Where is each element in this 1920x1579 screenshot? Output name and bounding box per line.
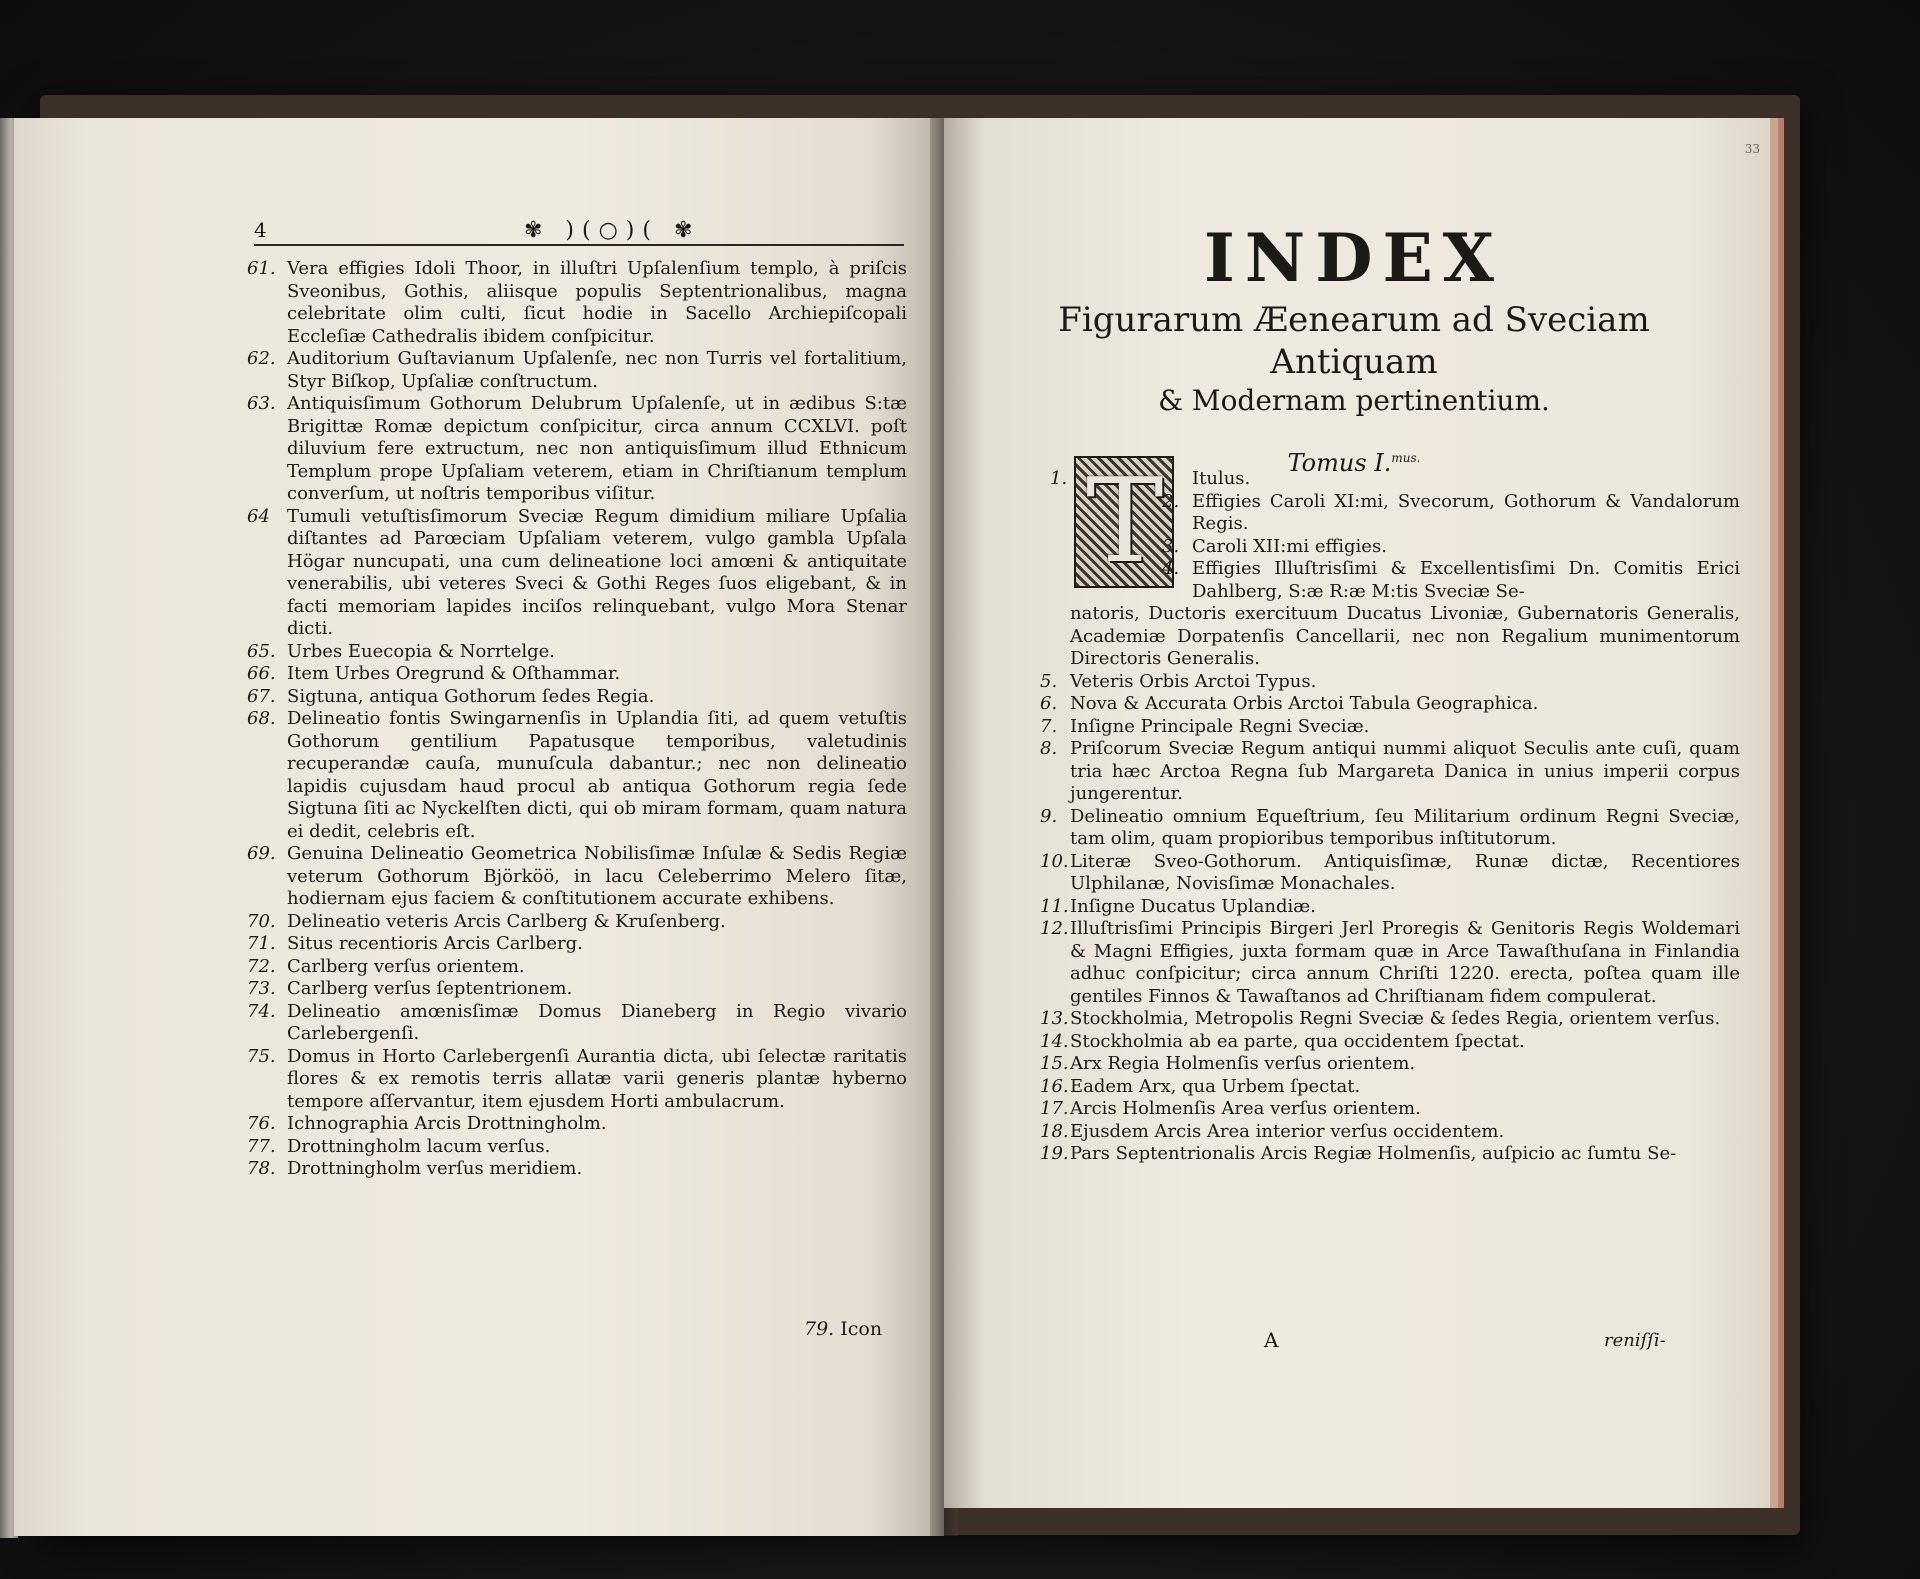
- entry-number: 11.: [1040, 895, 1069, 917]
- tomus-text: Tomus I.: [1287, 449, 1392, 477]
- entry-text: Literæ Sveo-Gothorum. Antiquisſimæ, Runæ dictæ, Recentiores Ulphilanæ, Novisſimæ Monachales.: [1070, 850, 1740, 894]
- entry-text: Sigtuna, antiqua Gothorum ſedes Regia.: [287, 685, 655, 707]
- index-entry: [1040, 491, 1740, 536]
- index-entry: [247, 506, 907, 641]
- entry-number: 18.: [1040, 1120, 1069, 1142]
- entry-text: Urbes Euecopia & Norrtelge.: [287, 640, 556, 662]
- index-entry: [247, 1001, 907, 1046]
- index-entry: [1040, 558, 1740, 603]
- index-entry: [247, 348, 907, 393]
- entry-number: 12.: [1040, 918, 1069, 939]
- entry-text: Nova & Accurata Orbis Arctoi Tabula Geographica.: [1070, 693, 1539, 714]
- entry-text: natoris, Ductoris exercituum Ducatus Livoniæ, Gubernatoris Generalis, Academiæ Dorpatenſis Cancellarii, nec non Regalium munimentorum Directoris Generalis.: [1070, 603, 1740, 669]
- entry-number: 77.: [247, 1135, 276, 1157]
- entry-text: Stockholmia, Metropolis Regni Sveciæ & ſedes Regia, orientem verſus.: [1070, 1008, 1721, 1029]
- entry-text: Tumuli vetuſtisſimorum Sveciæ Regum dimidium miliare Upſalia diſtantes ad Parœciam Upſaliam veterem, vulgo gambla Upſala Högar nuncupati, una cum delineatione loci amœni & antiquitate venerabilis, ubi veteres Sveci & Gothi Reges ſuos eligebant, & in facti memoriam lapides inciſos relinquebant, vulgo Mora Stenar dicti.: [287, 505, 907, 639]
- index-entry: [1040, 918, 1740, 1008]
- entry-text: Arcis Holmenſis Area verſus orientem.: [1070, 1098, 1421, 1119]
- index-entry: [247, 708, 907, 843]
- header-ornament: ✾ )(○)( ✾: [524, 218, 701, 243]
- entry-number: 2.: [1162, 490, 1180, 512]
- catchword-word: Icon: [840, 1318, 883, 1340]
- entry-text: Ichnographia Arcis Drottningholm.: [287, 1113, 607, 1134]
- entry-text: Auditorium Guſtavianum Upſalenſe, nec non Turris vel fortalitium, Styr Biſkop, Upſaliæ conſtructum.: [287, 348, 907, 392]
- index-entry: [247, 641, 907, 664]
- index-entry: [247, 933, 907, 956]
- first-entry-number: 1.: [1050, 468, 1068, 489]
- entry-text: Arx Regia Holmenſis verſus orientem.: [1070, 1053, 1416, 1074]
- entry-number: 73.: [247, 978, 276, 999]
- index-entry: [247, 956, 907, 979]
- entry-number: 71.: [247, 933, 276, 954]
- index-entry: [1040, 1143, 1740, 1166]
- entry-number: 70.: [247, 910, 276, 932]
- entry-number: 61.: [247, 258, 276, 279]
- entry-number: 65.: [247, 640, 276, 662]
- tomus-superscript: mus.: [1391, 451, 1421, 465]
- left-index-list: [247, 258, 907, 1181]
- entry-text: Effigies Caroli XI:mi, Svecorum, Gothorum & Vandalorum Regis.: [1192, 490, 1740, 534]
- entry-text: Delineatio fontis Swingarnenſis in Uplandia ſiti, ad quem vetuſtis Gothorum gentilium Papatusque temporibus, valetudinis recuperandæ cauſa, munuſcula dabantur.; nec non delineatio lapidis cujusdam haud procul ab antiqua Gothorum regia ſede Sigtuna ſiti ac Nyckelſten dicti, qui ob miram formam, quam natura ei dedit, celebris eſt.: [287, 708, 907, 842]
- index-entry: [247, 911, 907, 934]
- initial-letter: T: [1086, 454, 1164, 589]
- entry-number: 72.: [247, 955, 276, 977]
- page-number: 4: [254, 218, 267, 242]
- index-entry: [1040, 468, 1740, 491]
- left-page-header: [254, 218, 904, 248]
- entry-number: 19.: [1040, 1143, 1069, 1164]
- entry-number: 75.: [247, 1045, 276, 1067]
- entry-number: 74.: [247, 1000, 276, 1022]
- index-entry: [1040, 1008, 1740, 1031]
- entry-text: Effigies Illuſtrisſimi & Excellentisſimi Dn. Comitis Erici Dahlberg, S:æ R:æ M:tis Sveciæ Se-: [1192, 558, 1740, 602]
- entry-number: 5.: [1040, 670, 1058, 692]
- index-entry: [247, 258, 907, 348]
- folio-number: 33: [1744, 142, 1760, 156]
- entry-number: 10.: [1040, 850, 1069, 872]
- title-block: [1014, 219, 1694, 477]
- left-page: [14, 118, 944, 1536]
- entry-text: Carlberg verſus orientem.: [287, 955, 525, 977]
- subtitle-line-2: & Modernam pertinentium.: [1158, 384, 1550, 417]
- index-entry: [247, 1136, 907, 1159]
- entry-number: 69.: [247, 843, 276, 864]
- entry-text: Itulus.: [1192, 468, 1251, 489]
- entry-number: 67.: [247, 685, 276, 707]
- index-entry: [1040, 806, 1740, 851]
- entry-text: Priſcorum Sveciæ Regum antiqui nummi aliquot Seculis ante cuſi, quam tria hæc Arctoa Regna ſub Margareta Danica in unius imperii corpus jungerentur.: [1070, 738, 1740, 804]
- entry-number: 17.: [1040, 1098, 1069, 1119]
- entry-text: Delineatio veteris Arcis Carlberg & Kruſenberg.: [287, 910, 726, 932]
- entry-number: 13.: [1040, 1008, 1069, 1029]
- entry-number: 68.: [247, 708, 276, 729]
- entry-text: Caroli XII:mi effigies.: [1192, 535, 1387, 557]
- index-entry: [1040, 1076, 1740, 1099]
- entry-number: 14.: [1040, 1030, 1069, 1052]
- index-entry: [247, 1158, 907, 1181]
- index-entry: [1040, 738, 1740, 806]
- index-entry: [1040, 536, 1740, 559]
- subtitle-line-1: Figurarum Æenearum ad Sveciam Antiquam: [1058, 300, 1650, 382]
- entry-text: Drottningholm verſus meridiem.: [287, 1158, 583, 1179]
- index-entry: [247, 393, 907, 506]
- entry-text: Inſigne Ducatus Uplandiæ.: [1070, 895, 1316, 917]
- entry-text: Pars Septentrionalis Arcis Regiæ Holmenſis, auſpicio ac ſumtu Se-: [1070, 1143, 1677, 1164]
- entry-text: Illuſtrisſimi Principis Birgeri Jerl Proregis & Genitoris Regis Woldemari & Magni Effigies, juxta formam quæ in Arce Tawaſthuſana in Finlandia adhuc conſpicitur; circa annum Chriſti 1220. erecta, poſtea quam ille gentiles Finnos & Tawaſtanos ad Chriſtianam fidem compulerat.: [1070, 918, 1740, 1007]
- index-entry: [247, 663, 907, 686]
- entry-text: Drottningholm lacum verſus.: [287, 1135, 551, 1157]
- index-entry: [247, 686, 907, 709]
- entry-text: Domus in Horto Carlebergenſi Aurantia dicta, ubi ſelectæ raritatis flores & ex remotis terris allatæ varii generis plantæ hyberno tempore aſſervantur, item ejusdem Horti ambulacrum.: [287, 1045, 907, 1112]
- entry-number: 7.: [1040, 715, 1058, 737]
- entry-text: Situs recentioris Arcis Carlberg.: [287, 933, 583, 954]
- catchword-number: 79.: [804, 1318, 835, 1340]
- entry-number: 3.: [1162, 535, 1180, 557]
- entry-number: 66.: [247, 663, 276, 684]
- index-entry: [1040, 693, 1740, 716]
- index-entry: [1040, 896, 1740, 919]
- entry-text: Eadem Arx, qua Urbem ſpectat.: [1070, 1075, 1361, 1097]
- entry-number: 4.: [1162, 558, 1180, 579]
- entry-text: Genuina Delineatio Geometrica Nobilisſimæ Inſulæ & Sedis Regiæ veterum Gothorum Björköö, in lacu Celeberrimo Melero ſitæ, hodiernam ejus faciem & conſtitutionem accurate exhibens.: [287, 843, 907, 909]
- index-entry: [247, 978, 907, 1001]
- entry-number: 16.: [1040, 1075, 1069, 1097]
- entry-number: 15.: [1040, 1053, 1069, 1074]
- header-rule: [254, 244, 904, 246]
- entry-number: 63.: [247, 393, 276, 414]
- catchword: reniſſi-: [1604, 1330, 1666, 1351]
- index-entry: [247, 1046, 907, 1114]
- entry-number: 62.: [247, 348, 276, 369]
- entry-number: 9.: [1040, 805, 1058, 827]
- index-entry: [1040, 1031, 1740, 1054]
- signature-mark: A: [1264, 1328, 1279, 1352]
- entry-text: Inſigne Principale Regni Sveciæ.: [1070, 715, 1370, 737]
- index-entry: [247, 843, 907, 911]
- entry-text: Carlberg verſus ſeptentrionem.: [287, 978, 573, 999]
- entry-number: 64: [247, 505, 270, 527]
- right-page: [944, 118, 1770, 1508]
- entry-text: Antiquisſimum Gothorum Delubrum Upſalenſe, ut in ædibus S:tæ Brigittæ Romæ depictum conſpicitur, circa annum CCXLVI. poſt diluvium fere extructum, nec non antiquisſimum illud Ethnicum Templum prope Upſaliam veterem, etiam in Chriſtianum templum converſum, ut noſtris temporibus viſitur.: [287, 393, 907, 504]
- index-entry: [1040, 1121, 1740, 1144]
- index-entry: [1040, 671, 1740, 694]
- entry-text: Ejusdem Arcis Area interior verſus occidentem.: [1070, 1120, 1505, 1142]
- entry-text: Item Urbes Oregrund & Oſthammar.: [287, 663, 621, 684]
- index-entry: [1040, 716, 1740, 739]
- index-entry: [1040, 1053, 1740, 1076]
- catchword: [804, 1318, 882, 1340]
- index-title: INDEX: [1204, 219, 1504, 297]
- index-entry: [247, 1113, 907, 1136]
- entry-text: Delineatio omnium Equeſtrium, ſeu Militarium ordinum Regni Sveciæ, tam olim, quam propioribus temporibus inſtitutorum.: [1070, 805, 1740, 849]
- entry-text: Veteris Orbis Arctoi Typus.: [1070, 670, 1317, 692]
- entry-number: 8.: [1040, 738, 1058, 759]
- index-entry: [1040, 851, 1740, 896]
- index-entry: [1040, 603, 1740, 671]
- entry-text: Delineatio amœnisſimæ Domus Dianeberg in Regio vivario Carlebergenſi.: [287, 1000, 907, 1044]
- right-index-list: [1040, 468, 1740, 1166]
- entry-text: Vera effigies Idoli Thoor, in illuſtri Upſalenſium templo, à priſcis Sveonibus, Gothis, aliisque populis Septentrionalibus, magna celebritate olim culti, ſicut hodie in Sacello Archiepiſcopali Eccleſiæ Cathedralis ibidem conſpicitur.: [287, 258, 907, 347]
- index-entry: [1040, 1098, 1740, 1121]
- entry-number: 76.: [247, 1113, 276, 1134]
- entry-text: Stockholmia ab ea parte, qua occidentem ſpectat.: [1070, 1030, 1525, 1052]
- entry-number: 78.: [247, 1158, 276, 1179]
- entry-number: 6.: [1040, 693, 1058, 714]
